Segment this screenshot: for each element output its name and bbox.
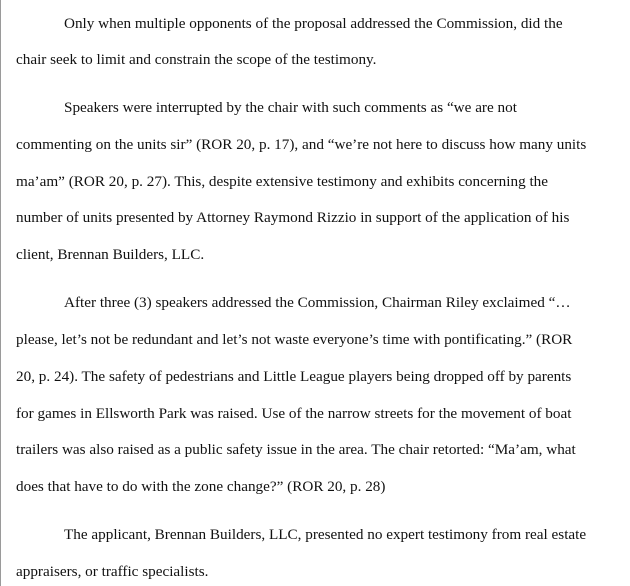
paragraph-2-line-3: ma’am” (ROR 20, p. 27). This, despite extensive testimony and exhibits concerning the: [16, 173, 549, 190]
paragraph-3-line-3: 20, p. 24). The safety of pedestrians and Little League players being dropped off by parents: [16, 368, 572, 385]
paragraph-3-line-1: After three (3) speakers addressed the Commission, Chairman Riley exclaimed “…: [64, 294, 571, 311]
paragraph-4-line-1: The applicant, Brennan Builders, LLC, presented no expert testimony from real estate: [64, 526, 587, 543]
paragraph-2-line-2: commenting on the units sir” (ROR 20, p. 17), and “we’re not here to discuss how many units: [16, 136, 587, 153]
paragraph-4-line-2: appraisers, or traffic specialists.: [16, 563, 209, 580]
paragraph-3-line-2: please, let’s not be redundant and let’s not waste everyone’s time with pontificating.” (ROR: [16, 331, 573, 348]
paragraph-1-line-1: Only when multiple opponents of the proposal addressed the Commission, did the: [64, 15, 563, 32]
paragraph-2-line-4: number of units presented by Attorney Raymond Rizzio in support of the application of his: [16, 209, 570, 226]
paragraph-3-line-6: does that have to do with the zone change?” (ROR 20, p. 28): [16, 478, 386, 495]
paragraph-2-line-5: client, Brennan Builders, LLC.: [16, 246, 205, 263]
paragraph-3-line-4: for games in Ellsworth Park was raised. Use of the narrow streets for the movement of boat: [16, 405, 572, 422]
paragraph-1-line-2: chair seek to limit and constrain the scope of the testimony.: [16, 51, 377, 68]
paragraph-3-line-5: trailers was also raised as a public safety issue in the area. The chair retorted: “Ma’am, what: [16, 441, 576, 458]
paragraph-2-line-1: Speakers were interrupted by the chair with such comments as “we are not: [64, 99, 517, 116]
